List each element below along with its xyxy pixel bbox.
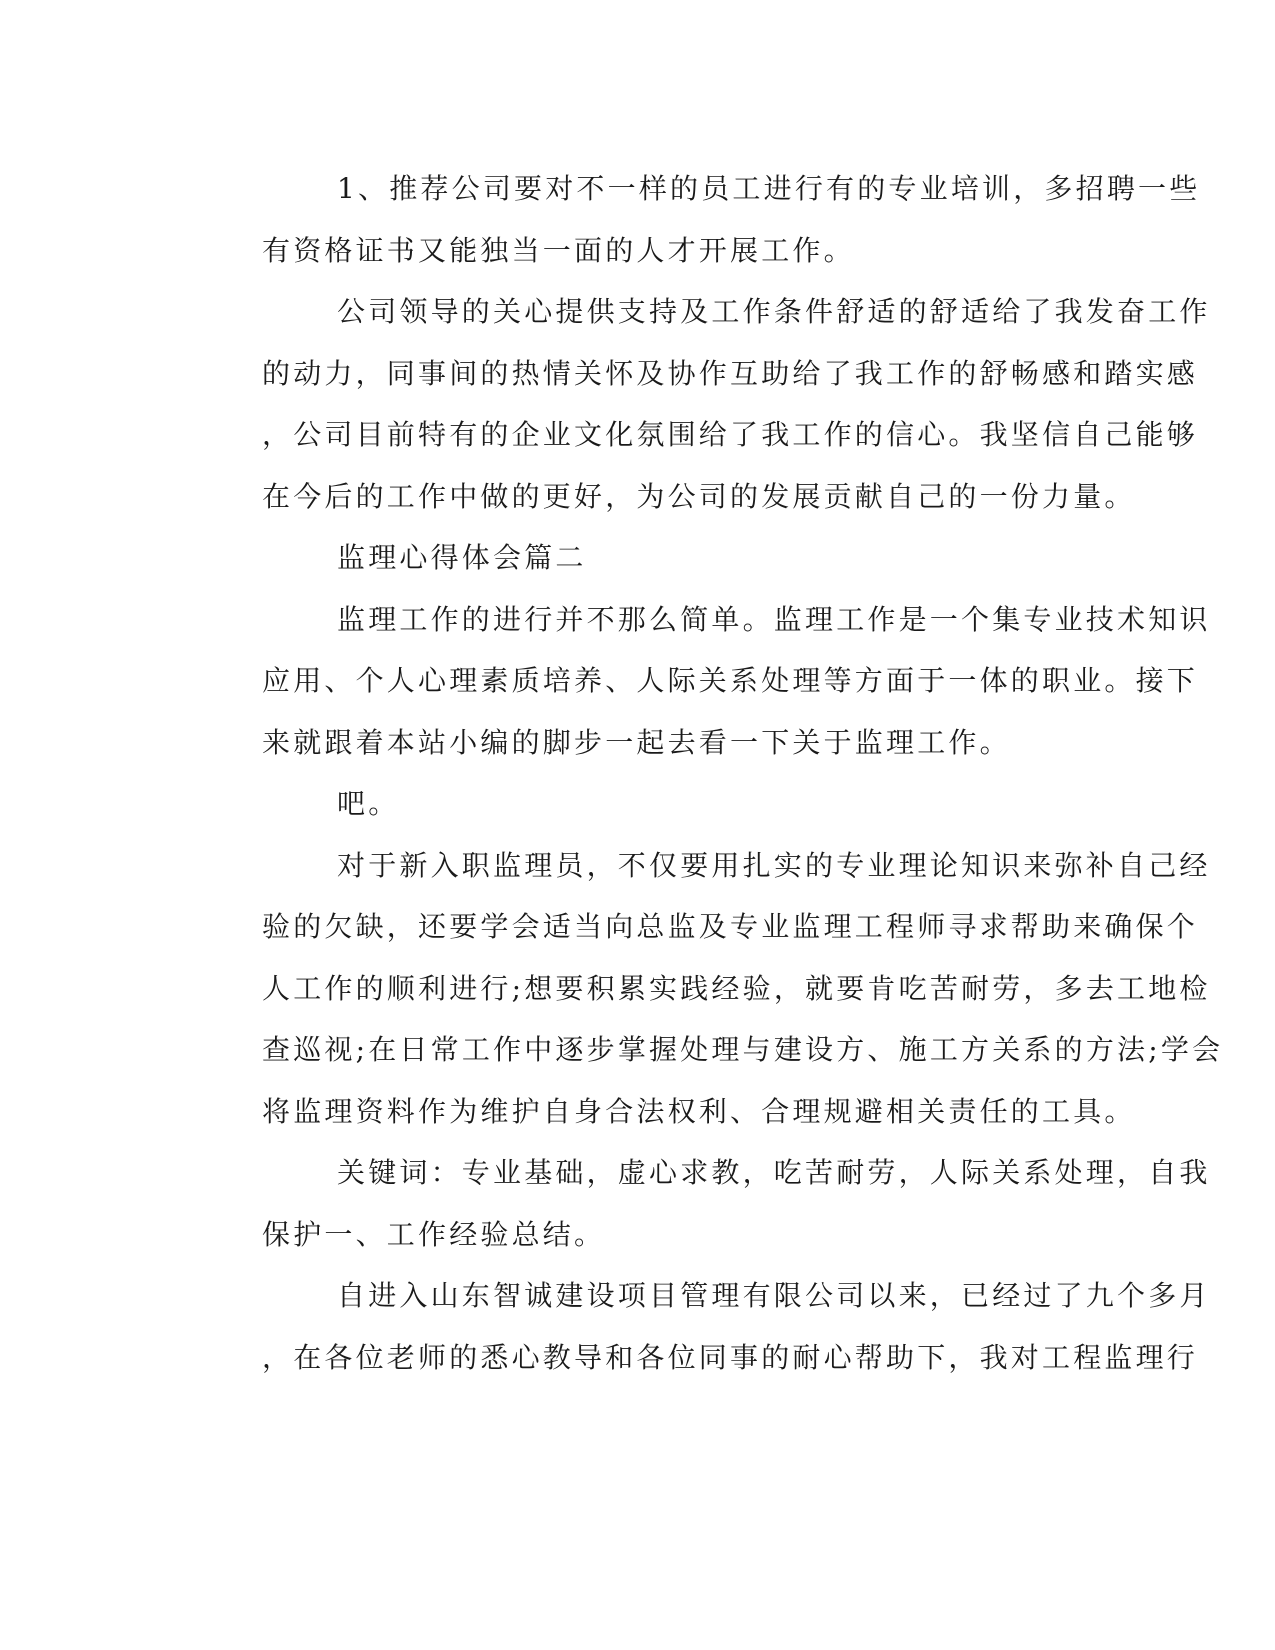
paragraph-keywords — [187, 1142, 1211, 1265]
document-body — [187, 158, 1224, 1388]
paragraph-experience — [187, 1265, 1211, 1388]
text-line: 自进入山东智诚建设项目管理有限公司以来，已经过了九个多月 — [337, 1279, 1211, 1312]
text-line: ，公司目前特有的企业文化氛围给了我工作的信心。我坚信自己能够 — [262, 418, 1199, 451]
text-line: 公司领导的关心提供支持及工作条件舒适的舒适给了我发奋工作 — [337, 295, 1211, 328]
text-line: 1、推荐公司要对不一样的员工进行有的专业培训，多招聘一些 — [337, 172, 1201, 205]
text-line: 关键词：专业基础，虚心求教，吃苦耐劳，人际关系处理，自我 — [337, 1156, 1211, 1189]
text-line: 吧。 — [337, 787, 400, 820]
text-line: 有资格证书又能独当一面的人才开展工作。 — [262, 233, 855, 267]
text-line: 在今后的工作中做的更好，为公司的发展贡献自己的一份力量。 — [262, 479, 1136, 513]
text-line: 验的欠缺，还要学会适当向总监及专业监理工程师寻求帮助来确保个 — [262, 910, 1199, 943]
text-line: 将监理资料作为维护自身合法权利、合理规避相关责任的工具。 — [262, 1094, 1136, 1128]
text-line: 监理心得体会篇二 — [337, 541, 587, 574]
text-line: 的动力，同事间的热情关怀及协作互助给了我工作的舒畅感和踏实感 — [262, 356, 1199, 390]
text-line: 查巡视;在日常工作中逐步掌握处理与建设方、施工方关系的方法;学会 — [262, 1033, 1224, 1066]
paragraph-short — [187, 773, 1052, 835]
paragraph-company-support — [187, 281, 1211, 527]
paragraph-new-supervisor — [187, 835, 1224, 1143]
text-line: 监理工作的进行并不那么简单。监理工作是一个集专业技术知识 — [337, 602, 1211, 636]
text-line: 保护一、工作经验总结。 — [262, 1217, 606, 1251]
paragraph-supervision-intro — [187, 589, 1211, 774]
text-line: ，在各位老师的悉心教导和各位同事的耐心帮助下，我对工程监理行 — [262, 1340, 1199, 1374]
section-heading — [187, 527, 1052, 589]
text-line: 对于新入职监理员，不仅要用扎实的专业理论知识来弥补自己经 — [337, 848, 1211, 882]
text-line: 人工作的顺利进行;想要积累实践经验，就要肯吃苦耐劳，多去工地检 — [262, 971, 1211, 1005]
paragraph-training-recommendation — [187, 158, 1201, 281]
text-line: 应用、个人心理素质培养、人际关系处理等方面于一体的职业。接下 — [262, 664, 1199, 697]
text-line: 来就跟着本站小编的脚步一起去看一下关于监理工作。 — [262, 725, 1011, 759]
